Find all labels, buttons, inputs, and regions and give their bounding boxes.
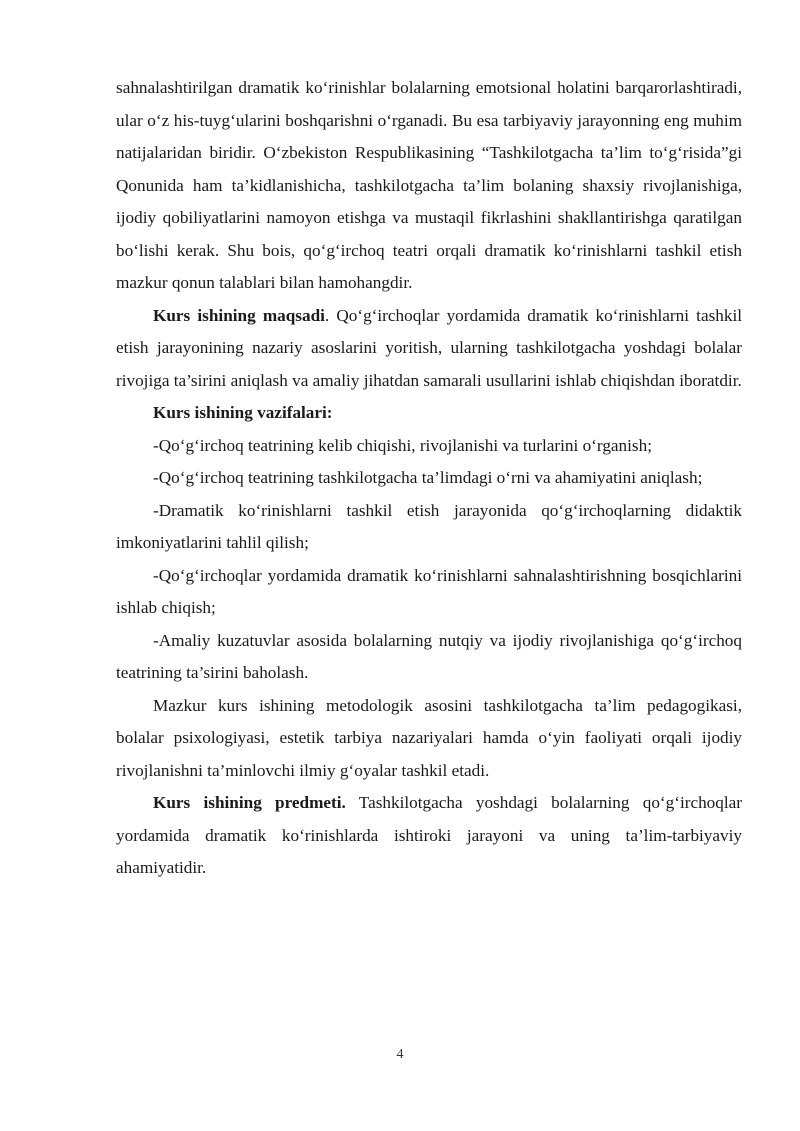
subject-paragraph [116,787,742,885]
task-item: -Qo‘g‘irchoq teatrining kelib chiqishi, rivojlanishi va turlarini o‘rganish; [153,435,652,455]
goal-heading: Kurs ishining maqsadi [153,305,325,325]
subject-heading: Kurs ishining predmeti. [153,793,346,812]
document-page [116,72,742,885]
goal-text: . Qo‘g‘irchoqlar yordamida dramatik ko‘rinishlarni tashkil etish jarayonining nazariy asoslarini yoritish, ularning tashkilotgacha yoshdagi bolalar rivojiga ta’sirini aniqlash va amaliy jihatdan samarali usullarini ishlab chiqishdan iboratdir. [116,305,743,390]
task-item: -Qo‘g‘irchoqlar yordamida dramatik ko‘rinishlarni sahnalashtirishning bosqichlarini ishlab chiqish; [116,565,742,617]
methodology-paragraph: Mazkur kurs ishining metodologik asosini tashkilotgacha ta’lim pedagogikasi, bolalar psixologiyasi, estetik tarbiya nazariyalari hamda o‘yin faoliyati orqali ijodiy rivojlanishni ta’minlovchi ilmiy g‘oyalar tashkil etadi. [116,695,742,780]
task-item: -Amaliy kuzatuvlar asosida bolalarning nutqiy va ijodiy rivojlanishiga qo‘g‘irchoq teatrining ta’sirini baholash. [116,630,742,682]
tasks-heading: Kurs ishining vazifalari: [153,403,333,422]
task-item: -Qo‘g‘irchoq teatrining tashkilotgacha ta’limdagi o‘rni va ahamiyatini aniqlash; [153,468,703,487]
tasks-heading-paragraph [116,397,742,430]
intro-paragraph: sahnalashtirilgan dramatik ko‘rinishlar bolalarning emotsional holatini barqarorlashtiradi, ular o‘z his-tuyg‘ularini boshqarishni o‘rganadi. Bu esa tarbiyaviy jarayonning eng muhim natijalaridan biridir. O‘zbekiston Respublikasining “Tashkilotgacha ta’lim to‘g‘risida”gi Qonunida ham ta’kidlanishicha, tashkilotgacha ta’lim bolaning shaxsiy rivojlanishiga, ijodiy qobiliyatlarini namoyon etishga va mustaqil fikrlashini shakllantirishga qaratilgan bo‘lishi kerak. Shu bois, qo‘g‘irchoq teatri orqali dramatik ko‘rinishlarni tashkil etish mazkur qonun talablari bilan hamohangdir. [116,78,742,292]
page-number: 4 [396,1047,404,1062]
subject-text: Tashkilotgacha yoshdagi bolalarning qo‘g‘irchoqlar yordamida dramatik ko‘rinishlarda ishtiroki jarayoni va uning ta’lim-tarbiyaviy ahamiyatidir. [116,793,742,877]
goal-paragraph [116,300,742,398]
task-item: -Dramatik ko‘rinishlarni tashkil etish jarayonida qo‘g‘irchoqlarning didaktik imkoniyatlarini tahlil qilish; [116,500,742,552]
